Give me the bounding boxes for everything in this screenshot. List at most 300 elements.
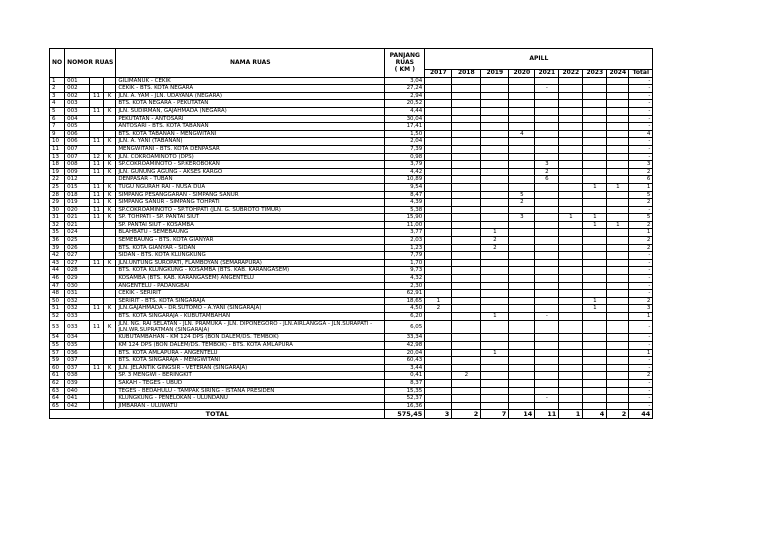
row-total: 3 <box>629 305 653 313</box>
row-year-value <box>535 107 559 115</box>
row-panjang-km: 8,47 <box>385 191 425 199</box>
row-year-value <box>481 161 509 169</box>
row-total: - <box>629 402 653 410</box>
row-year-value <box>535 153 559 161</box>
header-panjang-line-1: PANJANG <box>389 52 420 60</box>
row-year-value <box>559 130 583 138</box>
row-panjang-km: 4,44 <box>385 107 425 115</box>
row-year-value <box>452 282 481 290</box>
row-year-value <box>535 183 559 191</box>
row-year-value <box>607 206 629 214</box>
row-panjang-km: 4,50 <box>385 305 425 313</box>
row-nama-ruas: JLN. COKROAMINOTO (DPS) <box>116 153 385 161</box>
row-nomor-ruas: 015 <box>65 183 90 191</box>
row-suffix <box>90 395 104 403</box>
row-year-value <box>559 100 583 108</box>
row-year-value: 1 <box>583 305 607 313</box>
row-nama-ruas: JLN. NG. RAI SELATAN - JLN. PRAMUKA - JLN. DIPONEGORO - JLN.AIRLANGGA - JLN.SURAPATI - JLN.WR.SUPRATMAN (SINGARAJA) <box>116 320 385 334</box>
row-nomor-ruas: 029 <box>65 275 90 283</box>
row-no: 11 <box>50 145 65 153</box>
row-year-value <box>509 290 535 298</box>
row-year-value <box>425 342 452 350</box>
row-nomor-ruas: 001 <box>65 77 90 85</box>
row-year-value <box>509 334 535 342</box>
row-nomor-ruas: 021 <box>65 214 90 222</box>
row-suffix <box>90 342 104 350</box>
total-year-value: 3 <box>425 410 452 419</box>
row-year-value <box>559 357 583 365</box>
row-year-value <box>559 267 583 275</box>
row-year-value <box>607 379 629 387</box>
row-year-value <box>452 183 481 191</box>
row-kota-flag <box>103 100 116 108</box>
row-nama-ruas: DENPASAR - TUBAN <box>116 176 385 184</box>
row-suffix: 11 <box>90 191 104 199</box>
row-suffix: 11 <box>90 168 104 176</box>
table-row <box>50 349 653 357</box>
row-year-value <box>425 357 452 365</box>
row-no: 9 <box>50 130 65 138</box>
row-year-value <box>583 92 607 100</box>
row-total: - <box>629 334 653 342</box>
row-panjang-km: 1,50 <box>385 130 425 138</box>
row-year-value <box>607 267 629 275</box>
row-year-value <box>535 115 559 123</box>
row-suffix <box>90 313 104 321</box>
row-year-value <box>509 267 535 275</box>
row-year-value <box>425 221 452 229</box>
table-row <box>50 267 653 275</box>
row-year-value <box>452 199 481 207</box>
row-suffix <box>90 275 104 283</box>
row-year-value <box>583 206 607 214</box>
row-year-value <box>509 364 535 372</box>
header-year: 2022 <box>559 70 583 78</box>
row-year-value <box>535 259 559 267</box>
row-no: 42 <box>50 252 65 260</box>
row-nama-ruas: KUBUTAMBAHAN - KM 124 DPS (BON DALEM/DS. TEMBOK) <box>116 334 385 342</box>
row-year-value <box>452 290 481 298</box>
row-year-value <box>509 237 535 245</box>
row-year-value <box>535 372 559 380</box>
table-row <box>50 100 653 108</box>
row-year-value <box>535 387 559 395</box>
row-year-value <box>583 349 607 357</box>
row-year-value <box>481 138 509 146</box>
row-year-value <box>452 138 481 146</box>
table-row <box>50 297 653 305</box>
row-year-value <box>583 115 607 123</box>
row-year-value <box>583 334 607 342</box>
row-total: - <box>629 357 653 365</box>
row-year-value <box>452 349 481 357</box>
row-year-value <box>481 395 509 403</box>
row-nama-ruas: TUGU NGURAH RAI - NUSA DUA <box>116 183 385 191</box>
row-year-value <box>481 153 509 161</box>
row-total: 2 <box>629 372 653 380</box>
row-nama-ruas: BTS. KOTA KLUNGKUNG - KOSAMBA (BTS. KAB. KARANGASEM) <box>116 267 385 275</box>
table-row <box>50 334 653 342</box>
row-year-value <box>425 168 452 176</box>
row-panjang-km: 1,23 <box>385 244 425 252</box>
row-nomor-ruas: 027 <box>65 259 90 267</box>
row-year-value <box>509 282 535 290</box>
row-suffix <box>90 290 104 298</box>
row-kota-flag <box>103 282 116 290</box>
row-panjang-km: 4,39 <box>385 199 425 207</box>
row-year-value <box>425 229 452 237</box>
row-nomor-ruas: 040 <box>65 387 90 395</box>
row-year-value: 3 <box>535 161 559 169</box>
row-year-value <box>452 176 481 184</box>
row-year-value <box>559 275 583 283</box>
row-year-value <box>535 130 559 138</box>
table-row <box>50 221 653 229</box>
row-panjang-km: 2,04 <box>385 138 425 146</box>
row-year-value: 2 <box>509 199 535 207</box>
table-row <box>50 183 653 191</box>
row-kota-flag <box>103 267 116 275</box>
row-total: 2 <box>629 221 653 229</box>
row-no: 57 <box>50 349 65 357</box>
row-year-value <box>425 85 452 93</box>
row-year-value <box>481 199 509 207</box>
row-nomor-ruas: 041 <box>65 395 90 403</box>
row-year-value <box>559 402 583 410</box>
row-no: 1 <box>50 77 65 85</box>
row-total: 4 <box>629 130 653 138</box>
row-kota-flag: K <box>103 305 116 313</box>
row-total: 1 <box>629 349 653 357</box>
row-year-value <box>535 229 559 237</box>
row-suffix <box>90 145 104 153</box>
row-kota-flag <box>103 130 116 138</box>
row-total: 1 <box>629 229 653 237</box>
row-nomor-ruas: 025 <box>65 237 90 245</box>
row-year-value <box>481 183 509 191</box>
row-year-value <box>509 357 535 365</box>
row-year-value <box>452 229 481 237</box>
table-row <box>50 244 653 252</box>
total-grand: 44 <box>629 410 653 419</box>
row-year-value <box>481 297 509 305</box>
row-year-value <box>583 138 607 146</box>
row-year-value <box>481 290 509 298</box>
row-nama-ruas: ANGENTELU - PADANGBAI <box>116 282 385 290</box>
row-suffix: 11 <box>90 92 104 100</box>
row-suffix: 12 <box>90 153 104 161</box>
row-year-value <box>559 305 583 313</box>
row-year-value <box>481 85 509 93</box>
row-year-value <box>559 334 583 342</box>
row-year-value <box>607 100 629 108</box>
row-kota-flag: K <box>103 259 116 267</box>
row-kota-flag <box>103 357 116 365</box>
row-year-value <box>425 100 452 108</box>
row-year-value <box>425 130 452 138</box>
row-nomor-ruas: 003 <box>65 107 90 115</box>
row-suffix: 11 <box>90 305 104 313</box>
table-row <box>50 320 653 334</box>
row-nama-ruas: TEGES - BEDAHULU - TAMPAK SIRING - ISTANA PRESIDEN <box>116 387 385 395</box>
row-nomor-ruas: 006 <box>65 130 90 138</box>
row-year-value <box>481 305 509 313</box>
row-suffix: 11 <box>90 206 104 214</box>
row-total: - <box>629 320 653 334</box>
row-kota-flag <box>103 379 116 387</box>
row-panjang-km: 0,98 <box>385 153 425 161</box>
row-nama-ruas: BTS. KOTA TABANAN - MENGWITANI <box>116 130 385 138</box>
row-total: 5 <box>629 214 653 222</box>
row-year-value <box>509 297 535 305</box>
row-nama-ruas: BLAHBATU - SEMEBAUNG <box>116 229 385 237</box>
row-kota-flag <box>103 85 116 93</box>
row-panjang-km: 62,91 <box>385 290 425 298</box>
row-no: 61 <box>50 372 65 380</box>
table-row <box>50 145 653 153</box>
row-year-value <box>481 402 509 410</box>
row-suffix: 11 <box>90 320 104 334</box>
header-panjang-ruas <box>385 49 425 78</box>
table-row <box>50 206 653 214</box>
row-panjang-km: 60,43 <box>385 357 425 365</box>
row-panjang-km: 15,35 <box>385 387 425 395</box>
row-year-value <box>452 305 481 313</box>
row-kota-flag <box>103 237 116 245</box>
row-nomor-ruas: 026 <box>65 244 90 252</box>
row-year-value <box>559 259 583 267</box>
row-year-value <box>607 153 629 161</box>
row-year-value <box>559 252 583 260</box>
row-total: 2 <box>629 297 653 305</box>
row-year-value <box>559 379 583 387</box>
row-no: 3 <box>50 92 65 100</box>
row-nomor-ruas: 027 <box>65 252 90 260</box>
row-year-value <box>583 176 607 184</box>
row-year-value <box>535 252 559 260</box>
row-no: 52 <box>50 313 65 321</box>
row-no: 7 <box>50 123 65 131</box>
row-year-value <box>481 379 509 387</box>
row-no: 18 <box>50 161 65 169</box>
row-suffix: 11 <box>90 364 104 372</box>
row-panjang-km: 3,79 <box>385 161 425 169</box>
row-kota-flag <box>103 334 116 342</box>
row-year-value <box>425 237 452 245</box>
row-year-value <box>452 123 481 131</box>
row-kota-flag <box>103 387 116 395</box>
row-year-value <box>425 92 452 100</box>
table-row <box>50 290 653 298</box>
row-year-value <box>583 161 607 169</box>
row-year-value <box>583 290 607 298</box>
row-kota-flag <box>103 402 116 410</box>
row-year-value: 1 <box>425 297 452 305</box>
row-nomor-ruas: 037 <box>65 357 90 365</box>
row-nama-ruas: JLN. GUNUNG AGUNG - AKSES KARGO <box>116 168 385 176</box>
row-year-value <box>535 123 559 131</box>
row-total: - <box>629 282 653 290</box>
row-year-value <box>481 364 509 372</box>
row-year-value <box>559 161 583 169</box>
row-nama-ruas: JIMBARAN - ULUWATU <box>116 402 385 410</box>
row-no: 53 <box>50 320 65 334</box>
row-year-value <box>452 130 481 138</box>
row-year-value <box>452 115 481 123</box>
row-panjang-km: 16,36 <box>385 402 425 410</box>
row-year-value: 1 <box>481 229 509 237</box>
header-year: 2021 <box>535 70 559 78</box>
row-year-value: 2 <box>481 244 509 252</box>
row-year-value <box>607 275 629 283</box>
row-year-value <box>559 364 583 372</box>
row-year-value <box>481 191 509 199</box>
table-row <box>50 107 653 115</box>
total-year-value: 7 <box>481 410 509 419</box>
row-total: - <box>629 100 653 108</box>
row-nomor-ruas: 009 <box>65 168 90 176</box>
row-kota-flag <box>103 123 116 131</box>
row-nama-ruas: JLN.GAJAHMADA - DR.SUTOMO - A.YANI (SINGARAJA) <box>116 305 385 313</box>
row-kota-flag <box>103 145 116 153</box>
apill-table <box>49 48 653 419</box>
row-no: 13 <box>50 153 65 161</box>
row-panjang-km: 42,98 <box>385 342 425 350</box>
row-year-value <box>607 191 629 199</box>
row-year-value <box>559 290 583 298</box>
row-total: - <box>629 138 653 146</box>
row-year-value <box>559 221 583 229</box>
header-year: 2018 <box>452 70 481 78</box>
row-year-value <box>509 107 535 115</box>
row-no: 28 <box>50 191 65 199</box>
row-year-value <box>535 320 559 334</box>
row-panjang-km: 9,73 <box>385 267 425 275</box>
row-year-value <box>481 176 509 184</box>
row-year-value <box>535 92 559 100</box>
row-year-value <box>559 282 583 290</box>
table-row <box>50 138 653 146</box>
row-year-value <box>425 379 452 387</box>
row-nama-ruas: SP. 3 MENGWI - BERINGKIT <box>116 372 385 380</box>
row-year-value <box>425 206 452 214</box>
row-year-value <box>559 244 583 252</box>
row-panjang-km: 6,20 <box>385 313 425 321</box>
row-year-value <box>425 191 452 199</box>
row-year-value <box>607 85 629 93</box>
row-nomor-ruas: 039 <box>65 379 90 387</box>
header-panjang-line-3: ( KM ) <box>394 66 415 74</box>
row-nama-ruas: SERIRIT - BTS. KOTA SINGARAJA <box>116 297 385 305</box>
row-year-value <box>481 387 509 395</box>
row-nama-ruas: JLN. A. YAM - JLN. UDAYANA (NEGARA) <box>116 92 385 100</box>
table-row <box>50 259 653 267</box>
row-kota-flag: K <box>103 138 116 146</box>
row-nomor-ruas: 036 <box>65 349 90 357</box>
total-year-value: 2 <box>607 410 629 419</box>
row-year-value: 4 <box>509 130 535 138</box>
row-no: 59 <box>50 357 65 365</box>
row-year-value <box>509 305 535 313</box>
row-year-value <box>481 92 509 100</box>
row-year-value <box>452 77 481 85</box>
row-total: - <box>629 107 653 115</box>
row-nomor-ruas: 038 <box>65 372 90 380</box>
row-year-value <box>452 267 481 275</box>
row-year-value <box>583 402 607 410</box>
table-row <box>50 77 653 85</box>
row-year-value: 2 <box>452 372 481 380</box>
row-year-value <box>452 191 481 199</box>
row-nomor-ruas: 042 <box>65 402 90 410</box>
row-year-value <box>452 334 481 342</box>
row-total: - <box>629 275 653 283</box>
row-year-value <box>607 138 629 146</box>
row-year-value <box>559 320 583 334</box>
row-year-value <box>509 145 535 153</box>
row-year-value <box>425 115 452 123</box>
row-year-value <box>425 372 452 380</box>
row-no: 51 <box>50 305 65 313</box>
row-panjang-km: 18,65 <box>385 297 425 305</box>
row-year-value <box>607 77 629 85</box>
row-kota-flag: K <box>103 320 116 334</box>
table-row <box>50 237 653 245</box>
row-nomor-ruas: 032 <box>65 297 90 305</box>
total-year-value: 1 <box>559 410 583 419</box>
row-year-value <box>509 320 535 334</box>
row-panjang-km: 4,32 <box>385 275 425 283</box>
row-year-value <box>452 244 481 252</box>
row-year-value <box>452 221 481 229</box>
row-year-value <box>452 364 481 372</box>
row-year-value: 6 <box>535 176 559 184</box>
row-year-value <box>425 183 452 191</box>
row-year-value <box>607 145 629 153</box>
row-year-value <box>535 191 559 199</box>
row-year-value <box>452 313 481 321</box>
row-no: 35 <box>50 229 65 237</box>
row-year-value <box>452 100 481 108</box>
row-year-value <box>509 221 535 229</box>
row-no: 55 <box>50 342 65 350</box>
header-no: NO <box>50 49 65 78</box>
row-year-value <box>452 402 481 410</box>
row-total: 1 <box>629 183 653 191</box>
row-nomor-ruas: 020 <box>65 206 90 214</box>
row-nama-ruas: SEMEBAUNG - BTS. KOTA GIANYAR <box>116 237 385 245</box>
row-nama-ruas: JLN. SUDIRMAN, GAJAHMADA (NEGARA) <box>116 107 385 115</box>
row-suffix <box>90 130 104 138</box>
table-row <box>50 92 653 100</box>
row-panjang-km: 2,94 <box>385 92 425 100</box>
row-year-value <box>481 206 509 214</box>
row-suffix <box>90 357 104 365</box>
row-year-value <box>425 364 452 372</box>
row-year-value <box>452 275 481 283</box>
row-year-value <box>481 259 509 267</box>
row-year-value <box>535 237 559 245</box>
row-panjang-km: 52,37 <box>385 395 425 403</box>
row-year-value <box>559 145 583 153</box>
row-year-value: 1 <box>607 221 629 229</box>
row-panjang-km: 2,30 <box>385 282 425 290</box>
row-year-value <box>452 252 481 260</box>
row-nomor-ruas: 024 <box>65 229 90 237</box>
row-year-value <box>607 290 629 298</box>
row-year-value <box>452 237 481 245</box>
row-year-value <box>425 395 452 403</box>
